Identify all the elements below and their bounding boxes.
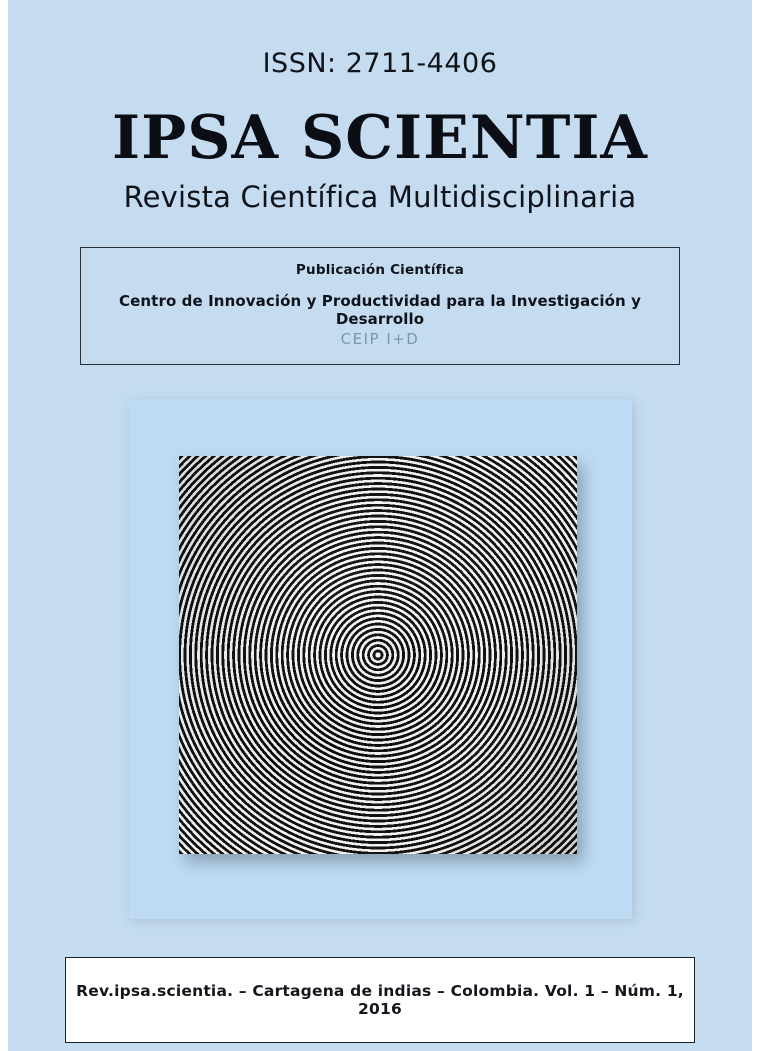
publisher-acronym: CEIP I+D <box>340 330 420 348</box>
journal-subtitle: Revista Científica Multidisciplinaria <box>123 180 637 214</box>
publisher-box <box>80 247 680 365</box>
citation-line: Rev.ipsa.scientia. – Cartagena de indias – Colombia. Vol. 1 – Núm. 1, 2016 <box>76 982 684 1018</box>
artwork-vignette <box>179 456 577 854</box>
artwork-panel <box>129 399 632 919</box>
publisher-name: Centro de Innovación y Productividad para la Investigación y Desarrollo <box>119 292 641 328</box>
citation-box <box>65 957 695 1043</box>
publisher-kicker: Publicación Científica <box>295 262 465 278</box>
issn-line: ISSN: 2711-4406 <box>262 48 498 79</box>
concentric-line-portrait-artwork <box>179 456 577 854</box>
journal-title: IPSA SCIENTIA <box>112 103 648 173</box>
